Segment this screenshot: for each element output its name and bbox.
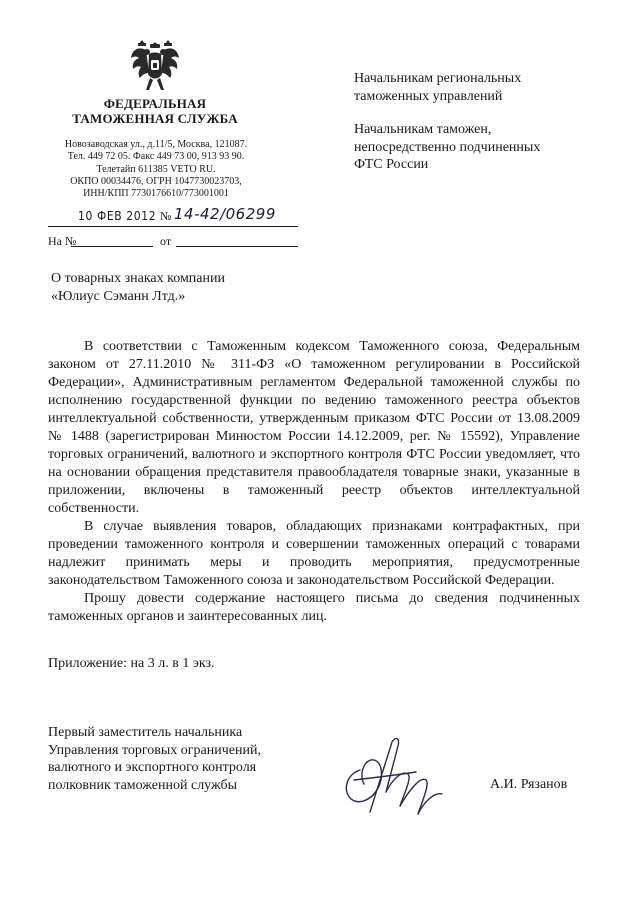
signatory-title-line: полковник таможенной службы	[48, 777, 238, 793]
address-line: ИНН/КПП 7730176610/773001001	[83, 188, 229, 200]
addressee-line: Начальникам региональных	[354, 71, 522, 86]
registration-row	[48, 206, 298, 228]
body-paragraph: В случае выявления товаров, обладающих признаками контрафактных, при проведении таможенного контроля и совершении таможенных операций с товарами надлежит принимать меры и проводить мероприятия, предусмотренные законодательством Таможенного союза и законодательством Российской Федерации.	[48, 519, 580, 588]
address-line: Телетайп 611385 VETO RU.	[96, 163, 216, 175]
signatory-title-line: Управления торговых ограничений,	[48, 742, 261, 758]
registration-underline	[48, 226, 298, 227]
addressee-block	[354, 70, 614, 105]
attachment-note: Приложение: на 3 л. в 1 экз.	[48, 656, 215, 671]
reference-row	[48, 232, 298, 250]
organization-name	[70, 96, 240, 126]
handwritten-signature-icon	[330, 732, 450, 832]
registration-number-label: №	[160, 209, 172, 223]
signatory-title-line: валютного и экспортного контроля	[48, 760, 257, 775]
addressee-line: ФТС России	[354, 157, 429, 172]
body-paragraph: В соответствии с Таможенным кодексом Таможенного союза, Федеральным законом от 27.11.2010 № 311-ФЗ «О таможенном регулировании в Российской Федерации», Административным регламентом Федеральной таможенной службы по исполнению государственной функции по ведению таможенного реестра объектов интеллектуальной собственности, утвержденным приказом ФТС России от 13.08.2009 № 1488 (зарегистрирован Минюстом России 14.12.2009, рег. № 15592), Управление торговых ограничений, валютного и экспортного контроля ФТС России уведомляет, что на основании обращения представителя правообладателя товарные знаки, указанные в приложении, включены в таможенный реестр объектов интеллектуальной собственности.	[48, 339, 580, 516]
addressee-line: Начальникам таможен,	[354, 122, 492, 137]
subject-line: «Юлиус Сэманн Лтд.»	[51, 288, 186, 304]
letter-subject	[51, 270, 311, 305]
registration-number: 14-42/06299	[174, 205, 276, 223]
registration-date: 10 ФЕВ 2012	[78, 209, 157, 223]
reference-number-label: На №	[48, 234, 77, 248]
addressee-line: таможенных управлений	[354, 88, 503, 104]
org-name-line: ФЕДЕРАЛЬНАЯ	[103, 96, 207, 111]
letter-body	[48, 338, 580, 626]
address-line: Тел. 449 72 05. Факс 449 73 00, 913 93 90.	[67, 151, 245, 163]
signatory-title-line: Первый заместитель начальника	[48, 725, 243, 740]
signatory-title	[48, 724, 308, 794]
organization-address	[46, 139, 266, 200]
org-name-line: ТАМОЖЕННАЯ СЛУЖБА	[72, 111, 238, 126]
address-line: ОКПО 00034476, ОГРН 1047730023703,	[70, 175, 242, 187]
signatory-name: А.И. Рязанов	[490, 777, 568, 792]
addressee-block	[354, 121, 614, 174]
reference-date-blank	[176, 246, 298, 247]
double-headed-eagle-icon	[128, 36, 182, 94]
subject-line: О товарных знаках компании	[51, 271, 225, 286]
addressees	[354, 70, 614, 190]
addressee-line: непосредственно подчиненных	[354, 139, 541, 155]
reference-date-label: от	[160, 234, 172, 248]
body-paragraph: Прошу довести содержание настоящего письма до сведения подчиненных таможенных органов и заинтересованных лиц.	[48, 591, 580, 624]
reference-number-blank	[71, 246, 153, 247]
address-line: Новозаводская ул., д.11/5, Москва, 121087.	[64, 139, 248, 150]
